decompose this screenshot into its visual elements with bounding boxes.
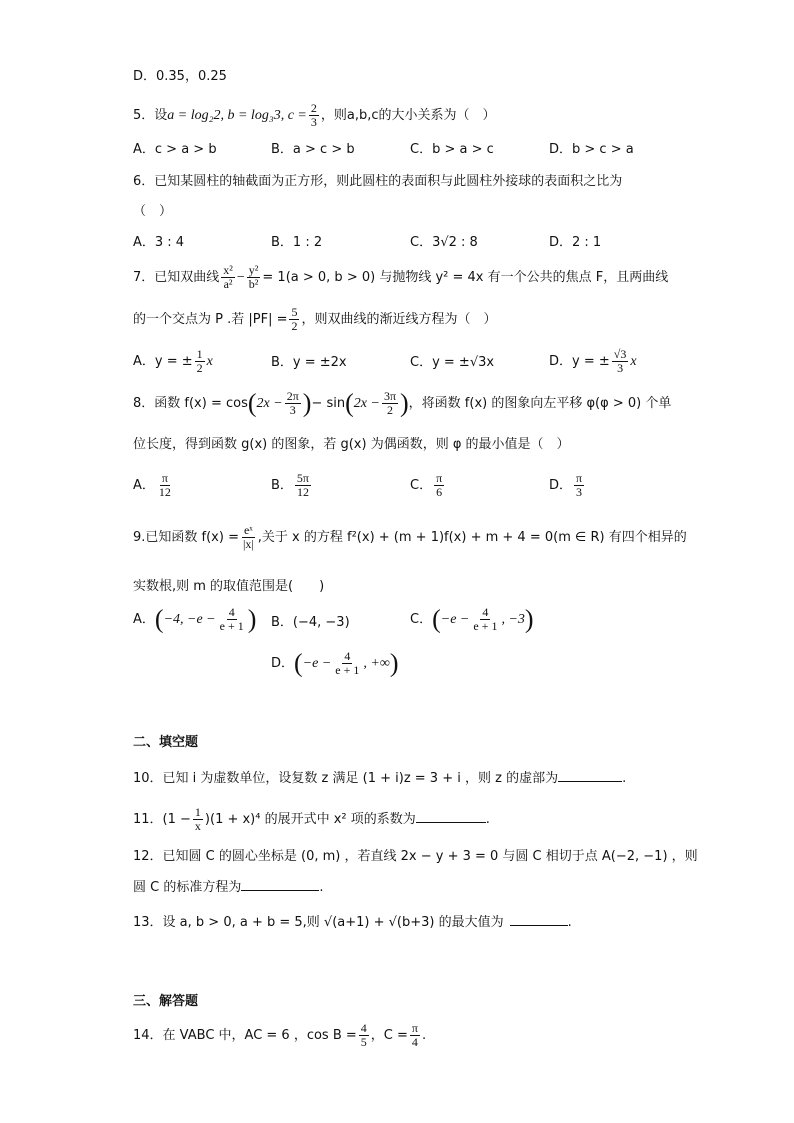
q8-option-c (410, 472, 446, 499)
frac-numerator: y² (248, 263, 259, 277)
q7-pf-frac (289, 306, 299, 333)
q9-option-a (133, 606, 256, 633)
q9-option-c (410, 606, 534, 633)
q7-d-frac (612, 348, 629, 375)
q8-pre: 8．函数 f(x) = cos (133, 396, 248, 412)
answer-blank (416, 821, 486, 823)
q5-tail: ，则a,b,c的大小关系为（ ） (320, 108, 496, 124)
q13-end: . (567, 915, 572, 930)
q8-option-d (549, 472, 586, 499)
q8-stem-line1 (133, 390, 671, 417)
option-suffix: x (206, 354, 213, 370)
option-prefix: C． (410, 612, 433, 628)
frac-denominator: 3 (576, 485, 583, 500)
q9-a-inner: −4, −e − (163, 612, 216, 628)
q12-line1: 12．已知圆 C 的圆心坐标是 (0, m) ，若直线 2x − y + 3 = 0 与圆 C 相切于点 A(−2, −1) ，则 (133, 849, 698, 864)
answer-blank (558, 780, 622, 782)
q9-c-frac (471, 606, 499, 633)
frac-denominator: 3 (617, 361, 624, 376)
q7-pre: 7．已知双曲线 (133, 270, 220, 286)
q7-a-frac (195, 348, 205, 375)
frac-numerator: 5 (291, 305, 298, 319)
q7-option-d (549, 348, 637, 375)
frac-denominator: 5 (360, 1035, 367, 1050)
frac-numerator: 4 (228, 605, 235, 619)
q13 (133, 916, 572, 929)
q5-c-frac (309, 102, 319, 129)
frac-numerator: 1 (194, 805, 201, 819)
option-prefix: D．y = ± (549, 354, 610, 370)
section-answer-title: 三、解答题 (133, 994, 199, 1009)
right-paren: ) (302, 388, 312, 418)
q12-end: . (319, 880, 324, 895)
q11-frac (193, 806, 203, 833)
frac-numerator: 4 (344, 649, 351, 663)
option-prefix: A． (133, 478, 155, 494)
frac-numerator: π (436, 471, 443, 485)
option-prefix: D． (271, 656, 295, 672)
frac-denominator: 2 (386, 403, 393, 418)
frac-denominator: 12 (158, 485, 171, 500)
q7-line2-pre: 的一个交点为 P .若 |PF| = (133, 312, 288, 328)
left-paren: ( (154, 604, 164, 634)
q7-line2-post: ，则双曲线的渐近线方程为（ ） (301, 312, 497, 328)
q9-option-d (271, 650, 399, 677)
q11 (133, 806, 490, 833)
frac-denominator: 3 (310, 115, 317, 130)
q11-pre: 11．(1 − (133, 812, 191, 828)
frac-denominator: |x| (242, 537, 254, 552)
q9-c-inner: −e − (440, 612, 470, 628)
frac-numerator: x² (223, 263, 233, 277)
q12-line2-text: 圆 C 的标准方程为 (133, 880, 242, 895)
q9-a-frac (218, 606, 246, 633)
left-paren: ( (294, 648, 303, 678)
q6-option-c: C．3√2 : 8 (410, 235, 478, 250)
answer-blank (241, 889, 319, 891)
frac-denominator: x (194, 819, 201, 834)
frac-denominator: 3 (289, 403, 296, 418)
right-paren: ) (389, 648, 399, 678)
q5-option-a: A．c > a > b (133, 142, 217, 157)
option-prefix: B． (271, 478, 293, 494)
q9-stem-line1 (133, 524, 687, 551)
frac-denominator: 6 (436, 485, 443, 500)
q11-post: )(1 + x)⁴ 的展开式中 x² 项的系数为 (204, 812, 416, 828)
q8-option-b (271, 472, 313, 499)
q14-pre: 14．在 VABC 中，AC = 6 ，cos B = (133, 1028, 357, 1044)
frac-numerator: 4 (360, 1021, 367, 1035)
q5-expr: a = log₂2, b = log₃3, c = (167, 108, 307, 124)
right-paren: ) (247, 604, 257, 634)
q5-option-b: B．a > c > b (271, 142, 355, 157)
q7-option-b: B．y = ±2x (271, 355, 347, 370)
frac-denominator: e + 1 (335, 663, 360, 678)
q9-c-inner2: , −3 (501, 612, 525, 628)
frac-numerator: 4 (482, 605, 489, 619)
q8-stem-line2: 位长度，得到函数 g(x) 的图象，若 g(x) 为偶函数，则 φ 的最小值是（ ） (133, 437, 570, 452)
frac-numerator: √3 (613, 347, 627, 361)
q13-text: 13．设 a, b > 0, a + b = 5,则 √(a+1) + √(b+3) 的最大值为 (133, 915, 504, 930)
section-fill-in-title: 二、填空题 (133, 735, 199, 750)
frac-numerator: 2 (310, 101, 317, 115)
q5-option-c: C．b > a > c (410, 142, 494, 157)
q5-stem (133, 102, 496, 129)
q7-stem-line2 (133, 306, 497, 333)
frac-denominator: 4 (411, 1035, 418, 1050)
q8-arg1: 2x − (256, 396, 283, 412)
q10 (133, 772, 626, 785)
q8-option-a (133, 472, 175, 499)
q7-stem-line1 (133, 264, 668, 291)
q14 (133, 1022, 426, 1049)
right-paren: ) (524, 604, 534, 634)
q9-option-b: B．(−4, −3) (271, 615, 350, 630)
option-prefix: A．y = ± (133, 354, 193, 370)
q5-option-d: D．b > c > a (549, 142, 634, 157)
q7-option-c: C．y = ±√3x (410, 355, 495, 370)
frac-numerator: 3π (383, 389, 396, 403)
q4-option-d: D．0.35，0.25 (133, 69, 227, 84)
q6-stem-line1: 6．已知某圆柱的轴截面为正方形，则此圆柱的表面积与此圆柱外接球的表面积之比为 (133, 174, 623, 189)
left-paren: ( (247, 388, 257, 418)
q12-line2 (133, 881, 323, 894)
q8-c-frac (434, 472, 444, 499)
q8-post: ，将函数 f(x) 的图象向左平移 φ(φ > 0) 个单 (408, 396, 672, 412)
q10-end: . (622, 771, 627, 786)
q5-num: 5．设 (133, 108, 168, 124)
frac-denominator: e + 1 (473, 619, 498, 634)
frac-numerator: π (411, 1021, 418, 1035)
frac-denominator: 2 (291, 319, 298, 334)
q6-option-b: B．1 : 2 (271, 235, 323, 250)
q9-post: ,关于 x 的方程 f²(x) + (m + 1)f(x) + m + 4 = 0(m ∈ R) 有四个相异的 (257, 530, 687, 546)
q8-b-frac (295, 472, 311, 499)
q9-pre: 9.已知函数 f(x) = (133, 530, 239, 546)
q10-text: 10．已知 i 为虚数单位，设复数 z 满足 (1 + i)z = 3 + i ，则 z 的虚部为 (133, 771, 559, 786)
q6-stem-line2: （ ） (133, 204, 173, 219)
frac-denominator: 2 (196, 361, 203, 376)
q8-arg1-frac (285, 390, 301, 417)
frac-numerator: 5π (296, 471, 309, 485)
right-paren: ) (400, 388, 409, 418)
q8-arg2: 2x − (353, 396, 380, 412)
left-paren: ( (432, 604, 441, 634)
q8-d-frac (574, 472, 584, 499)
frac-numerator: 1 (196, 347, 203, 361)
answer-blank (510, 924, 568, 926)
q7-mid: = 1(a > 0, b > 0) 与抛物线 y² = 4x 有一个公共的焦点 F，且两曲线 (262, 270, 669, 286)
q9-f-frac (241, 524, 256, 551)
frac-denominator: b² (248, 277, 259, 292)
q7-option-a (133, 348, 213, 375)
option-suffix: x (630, 354, 637, 370)
frac-numerator: 2π (286, 389, 299, 403)
option-prefix: C． (410, 478, 433, 494)
frac-numerator: π (576, 471, 583, 485)
q8-mid: − sin (311, 396, 346, 412)
minus-sign: − (236, 270, 245, 286)
q14-end: . (421, 1028, 427, 1044)
q14-mid: ，C = (370, 1028, 408, 1044)
q9-d-frac (333, 650, 361, 677)
q7-y-frac (247, 264, 261, 291)
left-paren: ( (345, 388, 354, 418)
frac-numerator: eˣ (243, 523, 253, 537)
q9-d-inner: −e − (302, 656, 332, 672)
q8-arg2-frac (382, 390, 398, 417)
q6-option-d: D．2 : 1 (549, 235, 602, 250)
q14-cosb-frac (359, 1022, 369, 1049)
option-prefix: D． (549, 478, 573, 494)
q14-c-frac (410, 1022, 420, 1049)
q7-x-frac (221, 264, 235, 291)
q9-d-inner2: , +∞ (363, 656, 390, 672)
frac-numerator: π (161, 471, 168, 485)
q8-a-frac (157, 472, 173, 499)
q9-stem-line2: 实数根,则 m 的取值范围是( ) (133, 579, 325, 594)
frac-denominator: a² (223, 277, 233, 292)
frac-denominator: e + 1 (219, 619, 244, 634)
option-prefix: A． (133, 612, 155, 628)
frac-denominator: 12 (296, 485, 309, 500)
q11-end: . (485, 812, 490, 828)
q6-option-a: A．3 : 4 (133, 235, 185, 250)
